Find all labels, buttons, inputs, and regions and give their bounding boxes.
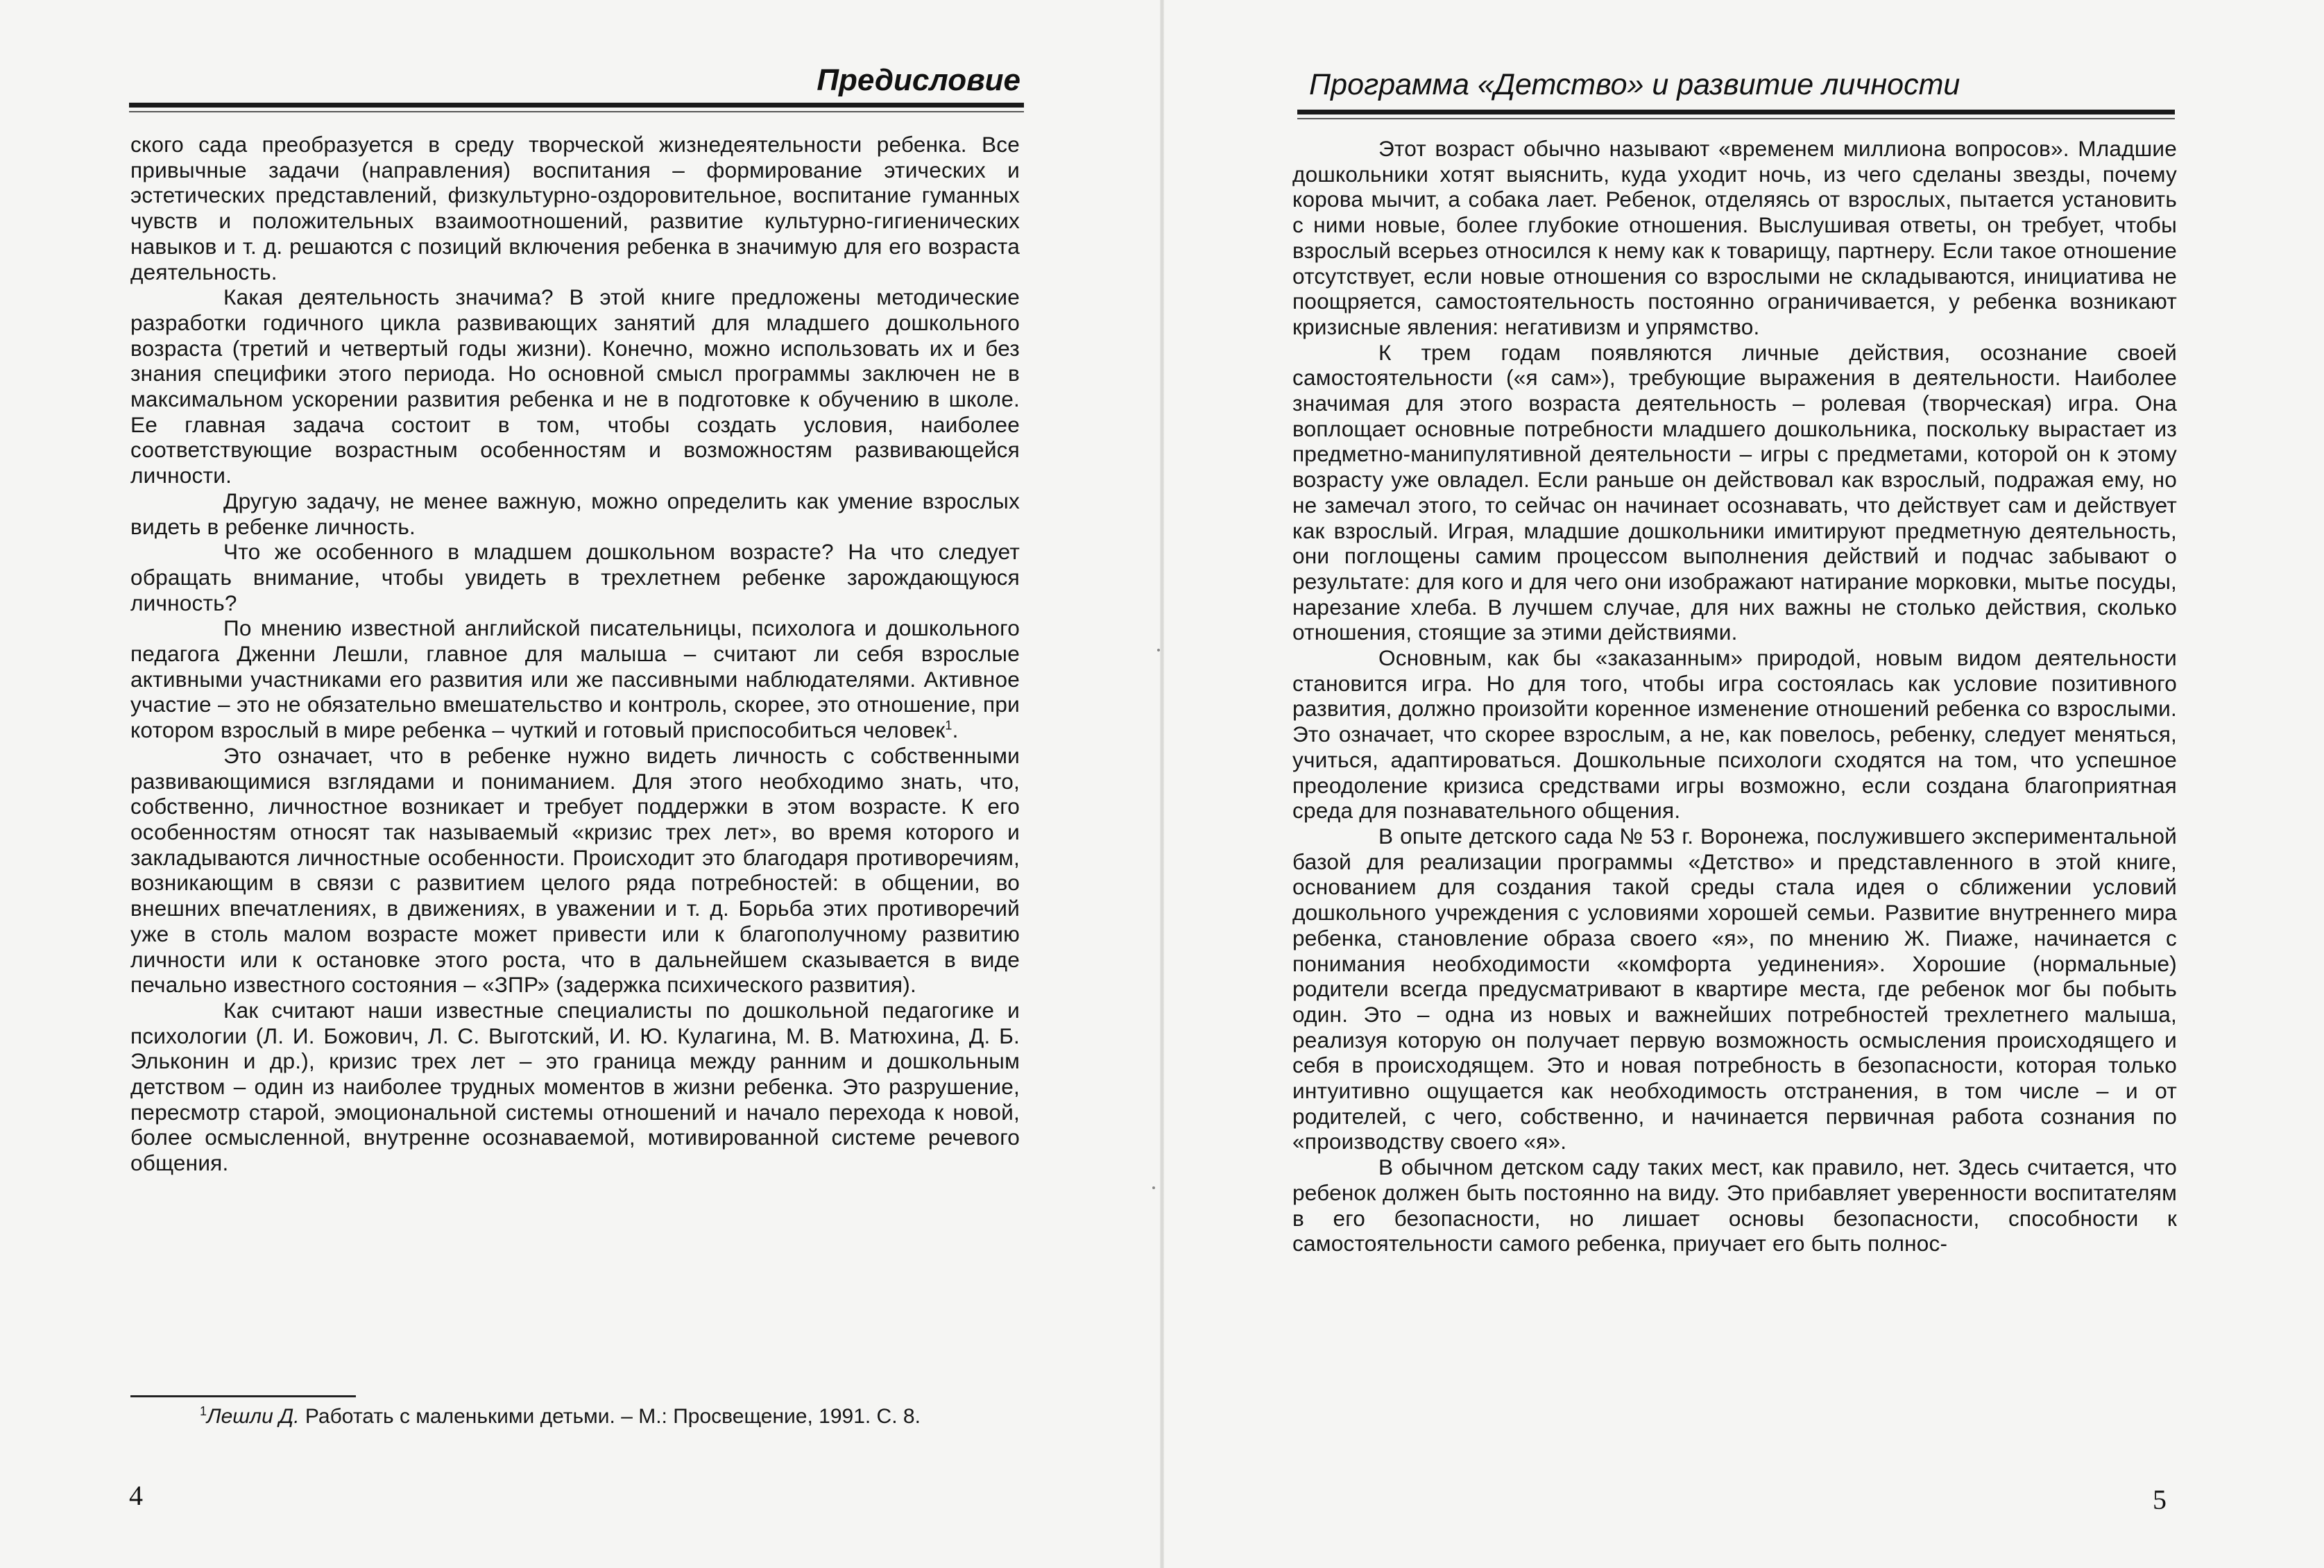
page-number-right: 5 — [2153, 1484, 2167, 1515]
page-number-left: 4 — [129, 1480, 143, 1511]
scan-speck — [1152, 1186, 1155, 1189]
paragraph: Как считают наши известные специалисты по дошкольной педагогике и психологии (Л. И. Божович, Л. С. Выготский, И. Ю. Кулагина, М. В. Матюхина, Д. Б. Эльконин и др.), кризис трех лет – это граница между ранним и дошкольным детством – один из наиболее трудных моментов в жизни ребенка. Это разрушение, пересмотр старой, эмоциональной системы отношений и начало перехода к новой, более осмысленной, внутренне осознаваемой, мотивированной системе речевого общения. — [130, 997, 1020, 1176]
footnote-author: Лешли Д. — [207, 1405, 300, 1428]
footnote — [200, 1404, 1032, 1430]
paragraph: Этот возраст обычно называют «временем миллиона вопросов». Младшие дошкольники хотят выяснить, куда уходит ночь, из чего сделаны звезды, почему корова мычит, а собака лает. Ребенок, отделяясь от взрослых, пытается установить с ними новые, более глубокие отношения. Выслушивая ответы, он требует, чтобы взрослый всерьез относился к нему как к товарищу, партнеру. Если такое отношение отсутствует, если новые отношения со взрослыми не складываются, инициатива не поощряется, самостоятельность постоянно ограничивается, у ребенка возникают кризисные явления: негативизм и упрямство. — [1292, 136, 2177, 339]
right-page — [1162, 0, 2324, 1568]
running-head-left: Предисловие — [817, 63, 1020, 97]
footnote-mark: 1 — [200, 1404, 207, 1418]
footnote-text: Работать с маленькими детьми. – М.: Просвещение, 1991. С. 8. — [305, 1405, 921, 1428]
paragraph-with-footnote: По мнению известной английской писательницы, психолога и дошкольного педагога Дженни Лешли, главное для малыша – считают ли себя взрослые активными участниками его развития или же пассивными наблюдателями. Активное участие – это не обязательно вмешательство и контроль, скорее, это отношение, при котором взрослый в мире ребенка – чуткий и готовый приспособиться человек$^1$. — [130, 615, 1020, 743]
paragraph: Это означает, что в ребенке нужно видеть личность с собственными развивающимися взглядами и пониманием. Для этого необходимо знать, что, собственно, личностное возникает и требует поддержки в этом возрасте. К его особенностям относят так называемый «кризис трех лет», во время которого и закладываются личностные особенности. Происходит это благодаря противоречиям, возникающим в связи с развитием целого ряда потребностей: в общении, во внешних впечатлениях, в движениях, в уважении и т. д. Борьба этих противоречий уже в столь малом возрасте может привести или к благополучному развитию личности или к остановке этого роста, что в дальнейшем сказывается в виде печально известного состояния – «ЗПР» (задержка психического развития). — [130, 742, 1020, 998]
header-rule-right — [1297, 110, 2175, 114]
paragraph: Какая деятельность значима? В этой книге предложены методические разработки годичного цикла развивающих занятий для младшего дошкольного возраста (третий и четвертый годы жизни). Конечно, можно использовать их и без знания специфики этого периода. Но основной смысл программы заключен не в максимальном ускорении развития ребенка и не в подготовке к обучению в школе. Ее главная задача состоит в том, чтобы создать условия, наиболее соответствующие возрастным особенностям и возможностям развивающейся личности. — [130, 284, 1020, 488]
paragraph-text: По мнению известной английской писательницы, психолога и дошкольного педагога Дженни Лешли, главное для малыша – считают ли себя взрослые активными участниками его развития или же пассивными наблюдателями. Активное участие – это не обязательно вмешательство и контроль, скорее, это отношение, при котором взрослый в мире ребенка – чуткий и готовый приспособиться человек — [130, 615, 1020, 743]
paragraph: К трем годам появляются личные действия, осознание своей самостоятельности («я сам»), требующие выражения в деятельности. Наиболее значимая для этого возраста деятельность – ролевая (творческая) игра. Она воплощает основные потребности младшего дошкольника, поскольку вырастает из предметно-манипулятивной деятельности – игры с предметами, которой он к этому возрасту уже овладел. Если раньше он действовал как взрослый, подражая ему, но не замечал этого, то сейчас он начинает осознавать, что действует сам и действует как взрослый. Играя, младшие дошкольники имитируют предметную деятельность, они поглощены самим процессом выполнения действий и подчас забывают о результате: для кого и для чего они изображают натирание морковки, мытье посуды, нарезание хлеба. В лучшем случае, для них важны не столько действия, сколько отношения, стоящие за этими действиями. — [1292, 339, 2177, 645]
paragraph: В обычном детском саду таких мест, как правило, нет. Здесь считается, что ребенок должен быть постоянно на виду. Это прибавляет уверенности воспитателям в его безопасности, но лишает основы безопасности, способности к самостоятельности самого ребенка, приучает его быть полнос- — [1292, 1154, 2177, 1256]
footnote-separator — [130, 1395, 356, 1397]
body-text-left — [130, 132, 1020, 1176]
paragraph: Другую задачу, не менее важную, можно определить как умение взрослых видеть в ребенке личность. — [130, 488, 1020, 539]
paragraph: Что же особенного в младшем дошкольном возрасте? На что следует обращать внимание, чтобы увидеть в трехлетнем ребенке зарождающуюся личность? — [130, 539, 1020, 615]
body-text-right — [1292, 136, 2177, 1256]
footnote-reference: 1 — [945, 718, 952, 733]
paragraph: ского сада преобразуется в среду творческой жизнедеятельности ребенка. Все привычные задачи (направления) воспитания – формирование этических и эстетических представлений, физкультурно-оздоровительное, воспитание гуманных чувств и положительных взаимоотношений, развитие культурно-гигиенических навыков и т. д. решаются с позиций включения ребенка в значимую для его возраста деятельность. — [130, 132, 1020, 284]
paragraph: Основным, как бы «заказанным» природой, новым видом деятельности становится игра. Но для того, чтобы игра состоялась как условие позитивного развития, должно произойти коренное изменение отношений ребенка со взрослыми. Это означает, что скорее взрослым, а не, как повелось, ребенку, следует меняться, учиться, адаптироваться. Дошкольные психологи сходятся на том, что успешное преодоление кризиса средствами игры возможно, если создана благоприятная среда для познавательного общения. — [1292, 645, 2177, 824]
running-head-right: Программа «Детство» и развитие личности — [1309, 68, 1960, 101]
paragraph: В опыте детского сада № 53 г. Воронежа, послужившего экспериментальной базой для реализации программы «Детство» и представленного в этой книге, основанием для создания такой среды стала идея о сближении условий дошкольного учреждения с условиями хорошей семьи. Развитие внутреннего мира ребенка, становление образа своего «я», по мнению Ж. Пиаже, начинается с понимания необходимости «комфорта уединения». Хорошие (нормальные) родители всегда предусматривают в квартире места, где ребенок мог бы побыть один. Это – одна из новых и важнейших потребностей трехлетнего малыша, реализуя которую он получает первую возможность осмысления происходящего и себя в происходящем. Это и новая потребность в безопасности, которая только интуитивно ощущается как необходимость отстранения, в том числе – и от родителей, с чего, собственно, и начинается первичная работа сознания по «производству своего «я». — [1292, 823, 2177, 1154]
header-rule-left — [129, 103, 1024, 108]
